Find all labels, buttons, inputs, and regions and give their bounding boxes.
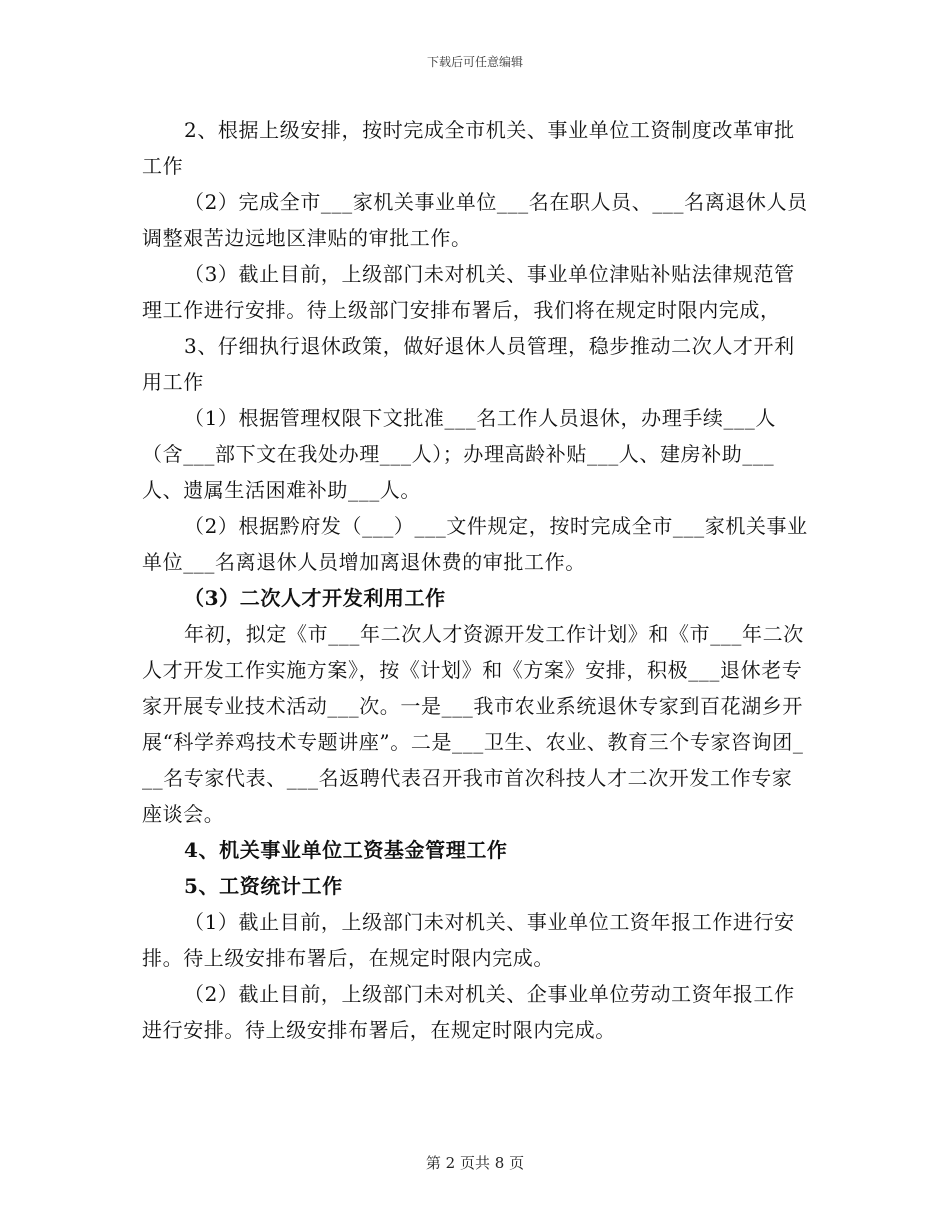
- page-header: 下载后可任意编辑: [426, 55, 523, 69]
- paragraph-5-item-2: （2）截止目前，上级部门未对机关、企事业单位劳动工资年报工作进行安排。待上级安排布署后，在规定时限内完成。: [142, 982, 795, 1042]
- document-body: [142, 112, 808, 1048]
- subheading-3-item-3: （3）二次人才开发利用工作: [184, 586, 446, 610]
- paragraph-section-3: 3、仔细执行退休政策，做好退休人员管理，稳步推动二次人才开利用工作: [142, 334, 795, 394]
- paragraph-2-item-2: （2）完成全市___家机关事业单位___名在职人员、___名离退休人员调整艰苦边远地区津贴的审批工作。: [142, 190, 808, 250]
- heading-section-5: 5、工资统计工作: [184, 874, 343, 898]
- paragraph-section-2: 2、根据上级安排，按时完成全市机关、事业单位工资制度改革审批工作: [142, 118, 795, 178]
- page-footer: 第 2 页共 8 页: [425, 1154, 525, 1172]
- heading-section-4: 4、机关事业单位工资基金管理工作: [184, 838, 508, 862]
- paragraph-2-item-3: （3）截止目前，上级部门未对机关、事业单位津贴补贴法律规范管理工作进行安排。待上级部门安排布署后，我们将在规定时限内完成，: [142, 262, 795, 322]
- paragraph-3-item-3-body: 年初，拟定《市___年二次人才资源开发工作计划》和《市___年二次人才开发工作实施方案》，按《计划》和《方案》安排，积极___退休老专家开展专业技术活动___次。一是___我市农业系统退休专家到百花湖乡开展“科学养鸡技术专题讲座”。二是___卫生、农业、教育三个专家咨询团___名专家代表、___名返聘代表召开我市首次科技人才二次开发工作专家座谈会。: [142, 622, 804, 826]
- paragraph-5-item-1: （1）截止目前，上级部门未对机关、事业单位工资年报工作进行安排。待上级安排布署后，在规定时限内完成。: [142, 910, 795, 970]
- paragraph-3-item-1: （1）根据管理权限下文批准___名工作人员退休，办理手续___人（含___部下文在我处办理___人）；办理高龄补贴___人、建房补助___人、遗属生活困难补助___人。: [142, 406, 776, 502]
- paragraph-3-item-2: （2）根据黔府发（___）___文件规定，按时完成全市___家机关事业单位___名离退休人员增加离退休费的审批工作。: [142, 514, 808, 574]
